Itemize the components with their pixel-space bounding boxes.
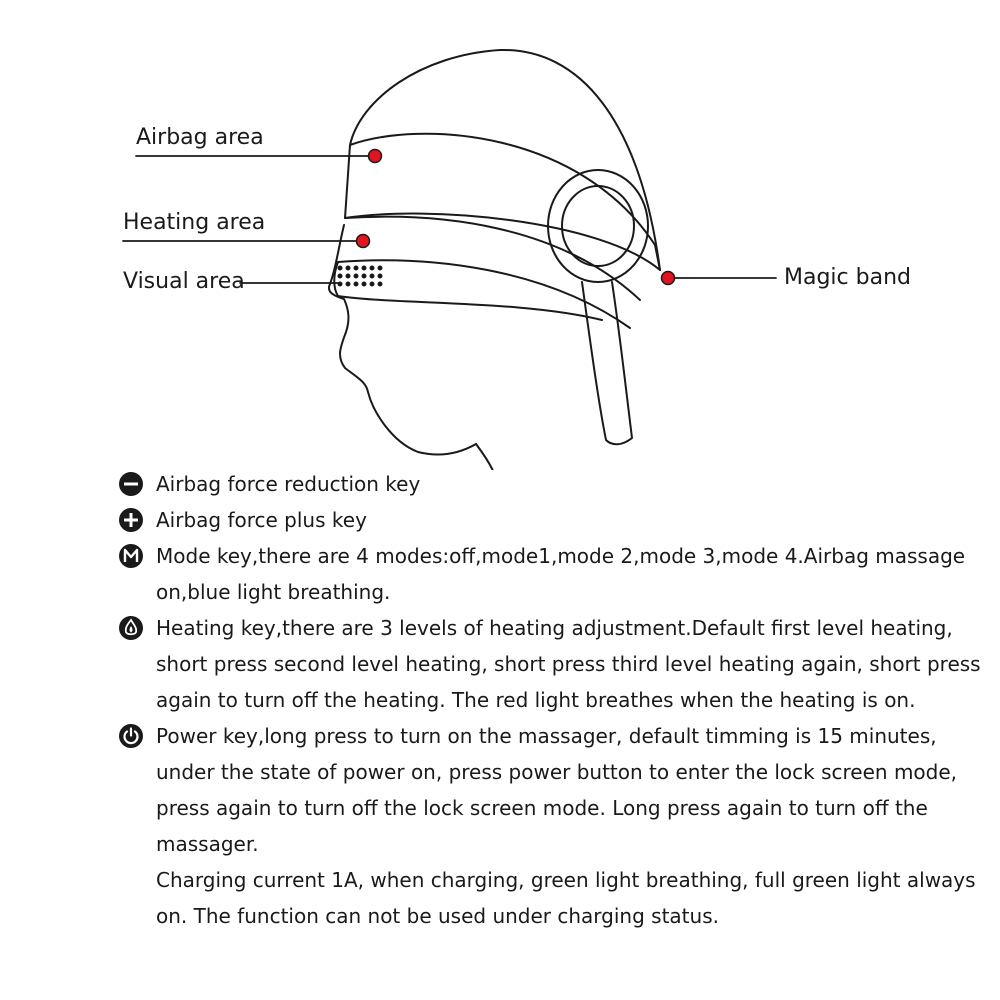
charging-note-row	[118, 862, 988, 934]
key-text-heating: Heating key,there are 3 levels of heating adjustment.Default first level heating, short press second level heating, short press third level heating again, short press again to turn off the heating. The red light breathes when the heating is on.	[156, 616, 981, 712]
callout-heating: Heating area	[123, 210, 266, 235]
key-row-mode	[118, 538, 988, 610]
key-row-power	[118, 718, 988, 862]
callout-airbag: Airbag area	[136, 125, 264, 150]
visual-area-dots	[338, 266, 383, 287]
chin-strap	[582, 282, 632, 444]
head-massager-diagram	[0, 0, 1000, 470]
key-row-minus	[118, 466, 988, 502]
helmet-dome	[350, 50, 660, 270]
ear-pod-inner	[562, 186, 634, 266]
airbag-marker	[369, 150, 382, 163]
key-row-plus	[118, 502, 988, 538]
key-text-power: Power key,long press to turn on the massager, default timming is 15 minutes, under the state of power on, press power button to enter the lock screen mode, press again to turn off the lock screen mode. Long press again to turn off the massager.	[156, 724, 958, 856]
key-text-mode: Mode key,there are 4 modes:off,mode1,mode 2,mode 3,mode 4.Airbag massage on,blue light breathing.	[156, 544, 966, 604]
key-text-minus: Airbag force reduction key	[156, 472, 421, 496]
key-text-plus: Airbag force plus key	[156, 508, 367, 532]
callout-visual: Visual area	[123, 269, 245, 294]
key-legend	[118, 466, 988, 934]
callout-magic-band: Magic band	[784, 265, 911, 290]
minus-circle-icon	[118, 471, 144, 497]
airbag-band	[345, 134, 660, 270]
key-row-heating	[118, 610, 988, 718]
magic-band-marker	[662, 272, 675, 285]
heating-band-top	[345, 217, 640, 300]
heating-icon	[118, 615, 144, 641]
heating-marker	[357, 235, 370, 248]
face-profile	[329, 225, 476, 454]
plus-circle-icon	[118, 507, 144, 533]
charging-note: Charging current 1A, when charging, green light breathing, full green light always on. The function can not be used under charging status.	[156, 868, 976, 928]
power-icon	[118, 723, 144, 749]
m-circle-icon	[118, 543, 144, 569]
